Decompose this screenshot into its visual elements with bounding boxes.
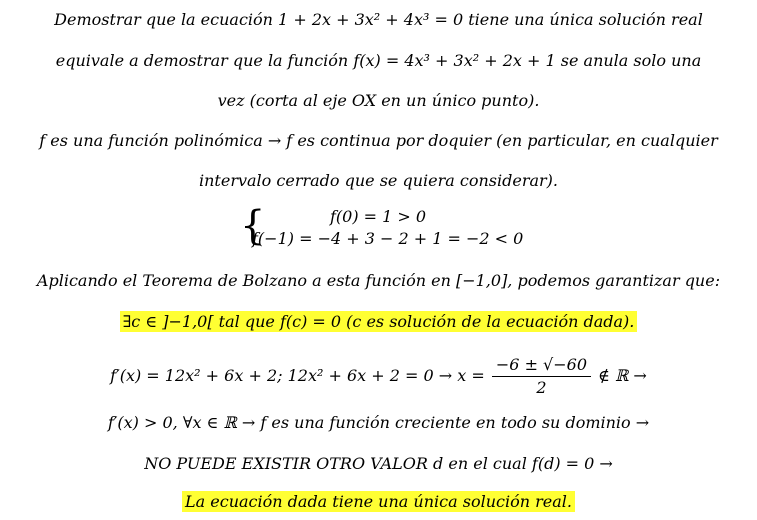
system-row-1: f(0) = 1 > 0 xyxy=(330,207,427,226)
equation-system xyxy=(240,203,530,252)
intro-line-2: equivale a demostrar que la función f(x) = 4x³ + 3x² + 2x + 1 se anula solo una xyxy=(55,51,702,70)
continuity-line-1: f es una función polinómica → f es continua por doquier (en particular, en cualquier xyxy=(39,131,718,150)
fraction-denominator: 2 xyxy=(536,378,547,397)
derivative-line xyxy=(0,352,757,400)
system-row-2: f(−1) = −4 + 3 − 2 + 1 = −2 < 0 xyxy=(252,229,524,248)
derivative-suffix: ∉ ℝ → xyxy=(598,366,647,385)
conclusion-line: NO PUEDE EXISTIR OTRO VALOR d en el cual f(d) = 0 → xyxy=(144,454,613,473)
derivative-prefix: f′(x) = 12x² + 6x + 2; 12x² + 6x + 2 = 0 → x = xyxy=(110,366,485,385)
existence-line xyxy=(0,311,757,333)
increasing-line: f′(x) > 0, ∀x ∈ ℝ → f es una función creciente en todo su dominio → xyxy=(107,413,650,432)
bolzano-line: Aplicando el Teorema de Bolzano a esta función en [−1,0], podemos garantizar que: xyxy=(36,271,721,290)
final-highlight: La ecuación dada tiene una única solución real. xyxy=(182,491,575,512)
existence-highlight: ∃c ∈ ]−1,0[ tal que f(c) = 0 (c es solución de la ecuación dada). xyxy=(120,311,638,332)
fraction-numerator: −6 ± √−60 xyxy=(492,354,591,377)
intro-line-3: vez (corta al eje OX en un único punto). xyxy=(217,91,540,110)
intro-line-1: Demostrar que la ecuación 1 + 2x + 3x² + 4x³ = 0 tiene una única solución real xyxy=(54,10,703,29)
final-line xyxy=(0,491,757,513)
continuity-line-2: intervalo cerrado que se quiera considerar). xyxy=(199,171,558,190)
roots-fraction xyxy=(492,354,591,399)
left-brace: { xyxy=(240,203,266,249)
